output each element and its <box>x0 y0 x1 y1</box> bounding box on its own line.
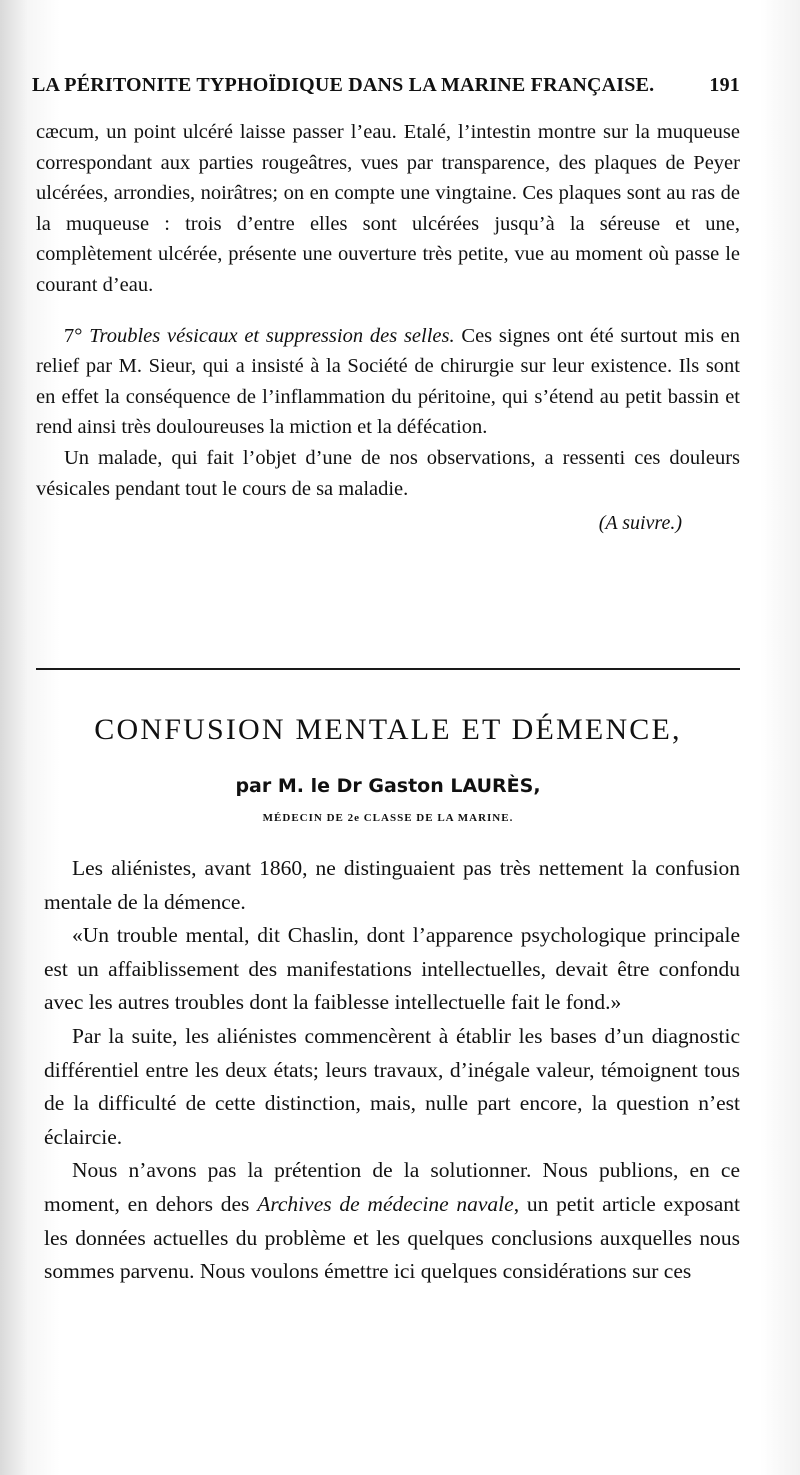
paragraph-text: Nous n’avons pas la prétention de la solutionner. Nous publions, en ce moment, en dehors des <box>44 1158 740 1216</box>
article-title: CONFUSION MENTALE ET DÉMENCE, <box>94 713 682 746</box>
paragraph: Par la suite, les aliénistes commencèrent à établir les bases d’un diagnostic différentiel entre les deux états; leurs travaux, d’inégale valeur, témoignent tous de la difficulté de cette distinction, mais, nulle part encore, la question n’est éclaircie. <box>44 1023 740 1149</box>
paragraph: Un malade, qui fait l’objet d’une de nos observations, a ressenti ces douleurs vésicales pendant tout le cours de sa maladie. <box>36 446 740 500</box>
paragraph-quote: «Un trouble mental, dit Chaslin, dont l’apparence psychologique principale est un affaiblissement des manifestations intellectuelles, devait être confondu avec les autres troubles dont la faiblesse intellectuelle fait le fond.» <box>44 923 740 1015</box>
previous-article-continuation <box>36 117 740 538</box>
paragraph <box>44 1154 740 1288</box>
page-header <box>32 74 740 106</box>
section-number: 7° <box>64 324 83 347</box>
paragraph: Les aliénistes, avant 1860, ne distinguaient pas très nettement la confusion mentale de la démence. <box>44 856 740 914</box>
paragraph-text: , un petit article exposant les données actuelles du problème et les quelques conclusions auxquelles nous sommes parvenu. Nous voulons émettre ici quelques considérations sur ces <box>44 1191 740 1284</box>
page-number: 191 <box>709 74 740 96</box>
article-body <box>44 852 740 1289</box>
author-affiliation: MÉDECIN DE 2e CLASSE DE LA MARINE. <box>262 812 514 824</box>
article-byline: par M. le Dr Gaston LAURÈS, <box>235 775 541 797</box>
paragraph-troubles-vesicaux <box>36 321 740 443</box>
section-text: Ces signes ont été surtout mis en relief par M. Sieur, qui a insisté à la Société de chirurgie sur leur existence. Ils sont en effet la conséquence de l’inflammation du péritoine, qui s’étend au petit bassin et rend ainsi très douloureuses la miction et la défécation. <box>36 324 740 439</box>
paragraph: cæcum, un point ulcéré laisse passer l’eau. Etalé, l’intestin montre sur la muqueuse correspondant aux parties rougeâtres, vues par transparence, des plaques de Peyer ulcérées, arrondies, noirâtres; on en compte une vingtaine. Ces plaques sont au ras de la muqueuse : trois d’entre elles sont ulcérées jusqu’à la séreuse et une, complètement ulcérée, présente une ouverture très petite, vue au moment où passe le courant d’eau. <box>36 121 740 296</box>
running-title: LA PÉRITONITE TYPHOÏDIQUE DANS LA MARINE FRANÇAISE. <box>32 74 655 96</box>
to-be-continued-note: (A suivre.) <box>598 512 682 535</box>
section-divider <box>36 668 740 670</box>
section-heading: Troubles vésicaux et suppression des selles. <box>89 324 455 347</box>
journal-title: Archives de médecine navale <box>257 1191 514 1216</box>
